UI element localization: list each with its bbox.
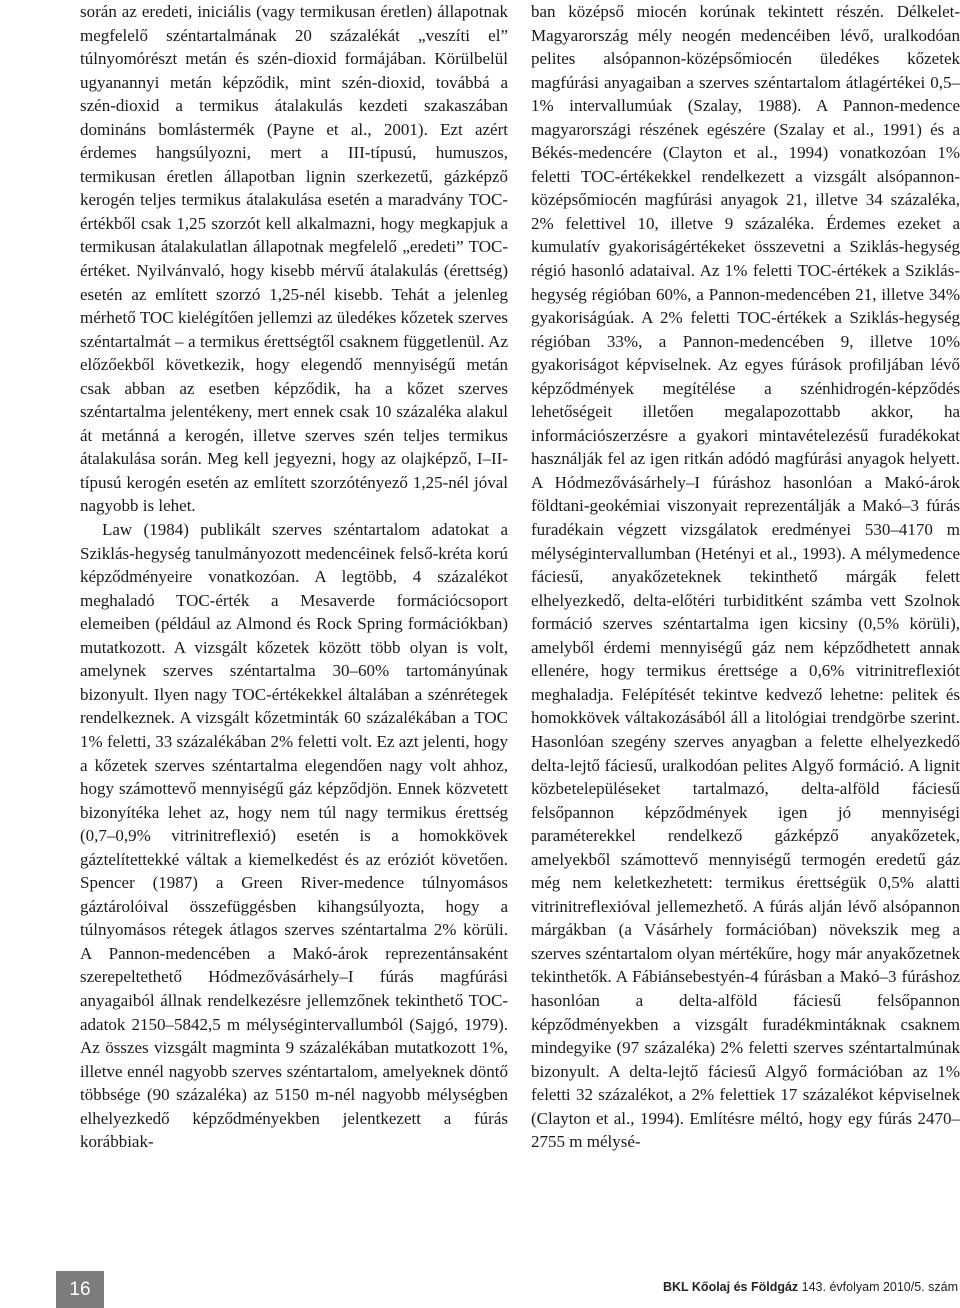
page-number <box>56 1271 104 1308</box>
journal-issue: 143. évfolyam 2010/5. szám <box>801 1280 958 1294</box>
journal-footer <box>663 1280 958 1294</box>
paragraph: Law (1984) publikált szerves széntartalom adatokat a Sziklás-hegység tanulmányozott medencéinek felső-kréta korú képződményeire vonatkozóan. A legtöbb, 4 százalékot meghaladó TOC-érték a Mesaverde formációcsoport elemeiben (például az Almond és Rock Spring formációkban) mutatkozott. A vizsgált kőzetek között több olyan is volt, amelynek szerves széntartalma 30–60% tartományúnak bizonyult. Ilyen nagy TOC-értékekkel általában a szénrétegek rendelkeznek. A vizsgált kőzetminták 60 százalékában a TOC 1% feletti, 33 százalékában 2% feletti volt. Ez azt jelenti, hogy a kőzetek szerves széntartalma elegendően nagy volt ahhoz, hogy számottevő mennyiségű gáz képződjön. Ennek közvetett bizonyítéka lehet az, hogy nem túl nagy termikus érettség (0,7–0,9% vitrinitreflexió) esetén is a homokkövek gáztelítettekké váltak a kiemelkedést és az eróziót követően. Spencer (1987) a Green River-medence túlnyomásos gáztárolóival összefüggésben kihangsúlyozta, hogy a túlnyomásos rétegek átlagos szerves széntartalma 2% körüli. A Pannon-medencében a Makó-árok reprezentánsaként szerepeltethető Hódmezővásárhely–I fúrás magfúrási anyagaiból állnak rendelkezésre jellemzőnek tekinthető TOC-adatok 2150–5842,5 m mélységintervallumból (Sajgó, 1979). Az összes vizsgált magminta 9 százalékában mutatkozott 1%, illetve ennél nagyobb szerves széntartalom, amelyeknek döntő többsége (90 százaléka) az 5150 m-nél nagyobb mélységben elhelyezkedő képződményekben jelentkezett a fúrás korábbiak- <box>80 520 508 1152</box>
right-text-column <box>531 0 960 1154</box>
paragraph: során az eredeti, iniciális (vagy termikusan éretlen) állapotnak megfelelő széntartalmának 20 százalékát „veszíti el” túlnyomórészt metán és szén-dioxid formájában. Körülbelül ugyanannyi metán képződik, mint szén-dioxid, továbbá a szén-dioxid a termikus átalakulás kezdeti szakaszában domináns bomlástermék (Payne et al., 2001). Ezt azért érdemes hangsúlyozni, mert a III-típusú, humuszos, termikusan éretlen állapotban lignin szerkezetű, gázképző kerogén teljes termikus átalakulása esetén a maradvány TOC-értékből csak 1,25 szorzót kell alkalmazni, hogy megkapjuk a termikusan átalakulatlan állapotnak megfelelő „eredeti” TOC-értéket. Nyilvánvaló, hogy kisebb mérvű átalakulás (érettség) esetén az említett szorzó 1,25-nél kisebb. Tehát a jelenleg mérhető TOC kielégítően jellemzi az üledékes kőzetek szerves széntartalmát – a termikus érettségtől csaknem függetlenül. Az előzőekből következik, hogy elegendő mennyiségű metán csak abban az esetben képződik, ha a kőzet szerves széntartalma jelentékeny, mert ennek csak 10 százaléka alakul át metánná a kerogén, illetve szerves szén teljes termikus átalakulása során. Meg kell jegyezni, hogy az olajképző, I–II-típusú kerogén esetén az említett szorzótényező 1,25-nél jóval nagyobb is lehet. <box>80 2 508 516</box>
page-number-text: 16 <box>69 1278 91 1300</box>
left-text-column <box>80 0 508 1154</box>
paragraph: ban középső miocén korúnak tekintett részén. Délkelet-Magyarország mély neogén medencéiben lévő, uralkodóan pelites alsópannon-középsőmiocén üledékes kőzetek magfúrási anyagaiban a szerves széntartalom átlagértékei 0,5–1% intervallumúak (Szalay, 1988). A Pannon-medence magyarországi részének egészére (Szalay et al., 1991) és a Békés-medencére (Clayton et al., 1994) vonatkozóan 1% feletti TOC-értékekkel rendelkezett a vizsgált alsópannon-középsőmiocén magfúrási anyagok 21, illetve 34 százaléka, 2% felettivel 10, illetve 9 százaléka. Érdemes ezeket a kumulatív gyakoriságértékeket összevetni a Sziklás-hegység régió hasonló adataival. Az 1% feletti TOC-értékek a Sziklás-hegység régióban 60%, a Pannon-medencében 21, illetve 34% gyakoriságúak. A 2% feletti TOC-értékek a Sziklás-hegység régióban 33%, a Pannon-medencében 9, illetve 10% gyakoriságot képviselnek. Az egyes fúrások profiljában lévő képződmények megítélése a szénhidrogén-képződés lehetőségeit illetően megalapozottabb akkor, ha információszerzésre a gyakori mintavételezésű furadékokat használják fel az igen ritkán adódó magfúrási anyagok helyett. A Hódmezővásárhely–I fúráshoz hasonlóan a Makó-árok földtani-geokémiai viszonyait reprezentálják a Makó–3 fúrás furadékain végzett vizsgálatok eredményei 530–4170 m mélységintervallumban (Hetényi et al., 1993). A mélymedence fáciesű, anyakőzeteknek tekinthető márgák felett elhelyezkedő, delta-előtéri turbiditként számba vett Szolnok formáció szerves széntartalma igen kicsiny (0,5% körüli), amelyből érdemi mennyiségű gáz nem képződhetett annak ellenére, hogy termikus érettsége a 0,6% vitrinitreflexiót meghaladja. Felépítését tekintve kedvező lehetne: pelitek és homokkövek váltakozásából áll a litológiai trendgörbe szerint. Hasonlóan szegény szerves anyagban a felette elhelyezkedő delta-lejtő fáciesű, uralkodóan pelites Algyő formáció. A lignit közbetelepüléseket tartalmazó, delta-alföld fáciesű felsőpannon képződmények igen jó mennyiségi paraméterekkel rendelkező gázképző anyakőzetek, amelyekből számottevő mennyiségű termogén eredetű gáz még nem keletkezhetett: termikus érettségük 0,5% alatti vitrinitreflexióval jellemezhető. A fúrás alján lévő alsópannon márgákban (a Vásárhely formációban) növekszik meg a szerves széntartalom olyan mértékűre, hogy már anyakőzetnek tekinthetők. A Fábiánsebestyén-4 fúrásban a Makó–3 fúráshoz hasonlóan a delta-alföld fáciesű felsőpannon képződményekben a vizsgált furadékmintáknak csaknem mindegyike (97 százaléka) 2% feletti szerves széntartalmúnak bizonyult. A delta-lejtő fáciesű Algyő formációban az 1% feletti 32 százalékot, a 2% felettiek 17 százalékot képviselnek (Clayton et al., 1994). Említésre méltó, hogy egy fúrás 2470–2755 m mélysé- <box>531 2 960 1152</box>
journal-name: BKL Kőolaj és Földgáz <box>662 1280 799 1294</box>
